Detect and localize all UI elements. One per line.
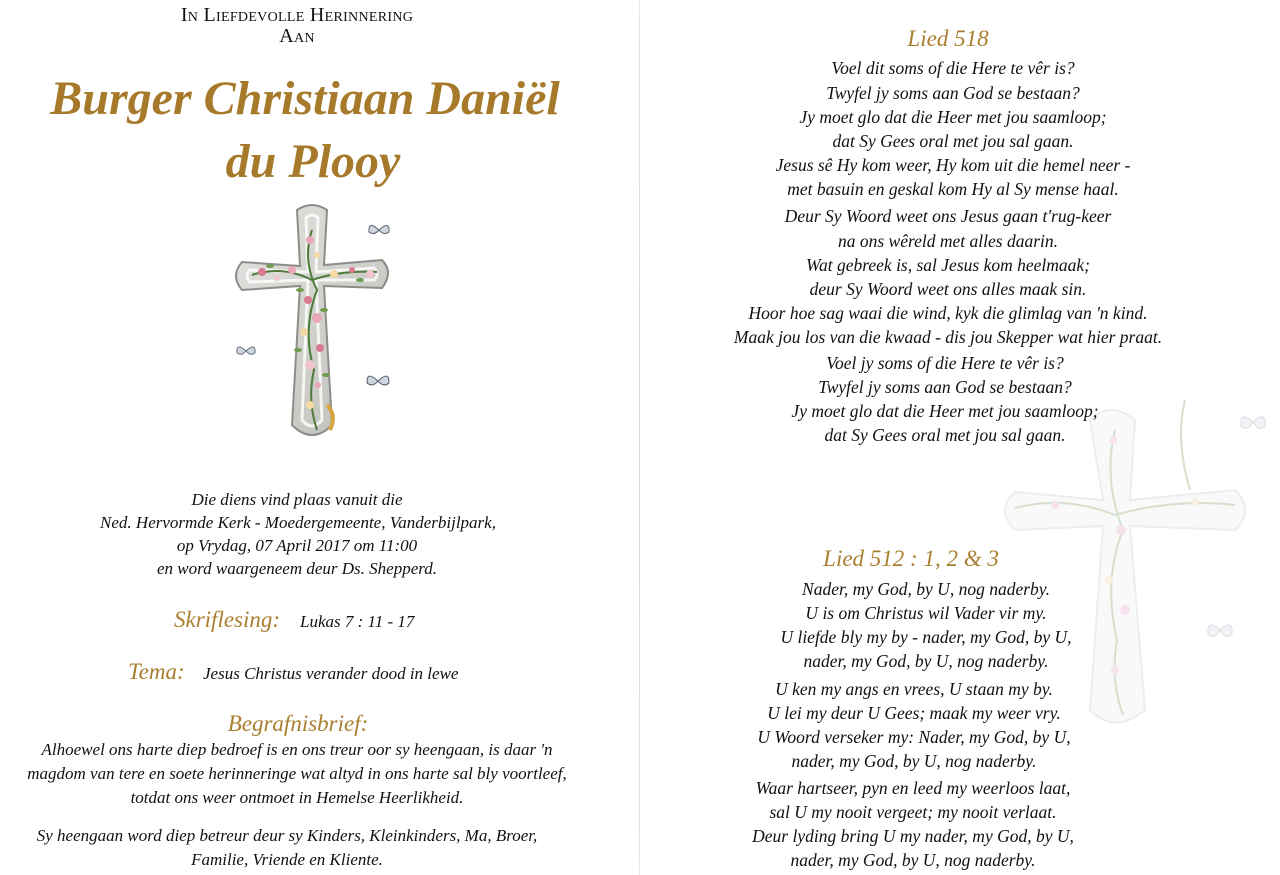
hymn-line: Twyfel jy soms aan God se bestaan? [826, 83, 1080, 103]
hymn-line: na ons wêreld met alles daarin. [837, 231, 1059, 251]
hymn-line: Jy moet glo dat die Heer met jou saamloop; [791, 401, 1099, 421]
butterfly-icon [366, 220, 392, 240]
hymn-line: nader, my God, by U, nog naderby. [803, 651, 1049, 671]
hymn-line: U is om Christus wil Vader vir my. [805, 603, 1047, 623]
scripture-reading-value: Lukas 7 : 11 - 17 [300, 612, 415, 631]
memory-line-2: Aan [279, 25, 315, 47]
hymn-line: Maak jou los van die kwaad - dis jou Skepper wat hier praat. [733, 327, 1163, 347]
hymn-line: Deur lyding bring U my nader, my God, by U, [752, 826, 1074, 846]
hymn-line: Nader, my God, by U, nog naderby. [802, 579, 1050, 599]
hymn-line: U ken my angs en vrees, U staan my by. [775, 679, 1053, 699]
letter-line: totdat ons weer ontmoet in Hemelse Heerlikheid. [130, 788, 464, 807]
hymn-line: Twyfel jy soms aan God se bestaan? [818, 377, 1072, 397]
hymn-line: deur Sy Woord weet ons alles maak sin. [809, 279, 1087, 299]
funeral-letter-heading: Begrafnisbrief: [227, 711, 369, 736]
memory-line-1: In Liefdevolle Herinnering [180, 4, 414, 26]
hymn-line: Wat gebreek is, sal Jesus kom heelmaak; [806, 255, 1090, 275]
service-line: Die diens vind plaas vanuit die [191, 490, 403, 509]
hymn-line: Hoor hoe sag waai die wind, kyk die glimlag van 'n kind. [748, 303, 1148, 323]
hymn-line: dat Sy Gees oral met jou sal gaan. [824, 425, 1066, 445]
hymn-line: Voel jy soms of die Here te vêr is? [826, 353, 1064, 373]
hymn-line: dat Sy Gees oral met jou sal gaan. [832, 131, 1074, 151]
hymn-line: sal U my nooit vergeet; my nooit verlaat. [769, 802, 1057, 822]
hymn-line: U Woord verseker my: Nader, my God, by U, [757, 727, 1071, 747]
right-page [640, 0, 1280, 875]
hymn-line: U lei my deur U Gees; maak my weer vry. [767, 703, 1061, 723]
letter-line: Alhoewel ons harte diep bedroef is en ons treur oor sy heengaan, is daar 'n [41, 740, 553, 759]
hymn-line: Jesus sê Hy kom weer, Hy kom uit die hemel neer - [775, 155, 1131, 175]
hymn-2-title: Lied 512 : 1, 2 & 3 [823, 546, 999, 571]
theme-label: Tema: [128, 659, 185, 684]
hymn-line: Waar hartseer, pyn en leed my weerloos laat, [755, 778, 1071, 798]
hymn-line: nader, my God, by U, nog naderby. [790, 850, 1036, 870]
hymn-line: met basuin en geskal kom Hy al Sy mense haal. [787, 179, 1119, 199]
hymn-line: Deur Sy Woord weet ons Jesus gaan t'rug-keer [784, 206, 1112, 226]
deceased-name-line-1: Burger Christiaan Daniël [50, 72, 560, 125]
hymn-1-title: Lied 518 [907, 26, 989, 51]
letter-line: Familie, Vriende en Kliente. [191, 850, 383, 869]
hymn-line: nader, my God, by U, nog naderby. [791, 751, 1037, 771]
service-line: Ned. Hervormde Kerk - Moedergemeente, Vanderbijlpark, [100, 513, 496, 532]
scripture-reading-label: Skriflesing: [174, 607, 281, 632]
butterfly-icon [234, 342, 258, 360]
left-page [0, 0, 639, 875]
deceased-name-line-2: du Plooy [225, 135, 401, 188]
butterfly-icon [364, 370, 392, 392]
letter-line: Sy heengaan word diep betreur deur sy Kinders, Kleinkinders, Ma, Broer, [36, 826, 538, 845]
letter-line: magdom van tere en soete herinneringe wat altyd in ons harte sal bly voortleef, [27, 764, 567, 783]
theme-value: Jesus Christus verander dood in lewe [203, 664, 459, 683]
service-line: op Vrydag, 07 April 2017 om 11:00 [176, 536, 418, 555]
hymn-line: Voel dit soms of die Here te vêr is? [831, 58, 1075, 78]
service-line: en word waargeneem deur Ds. Shepperd. [157, 559, 437, 578]
hymn-line: U liefde bly my by - nader, my God, by U, [780, 627, 1072, 647]
hymn-line: Jy moet glo dat die Heer met jou saamloop; [799, 107, 1107, 127]
